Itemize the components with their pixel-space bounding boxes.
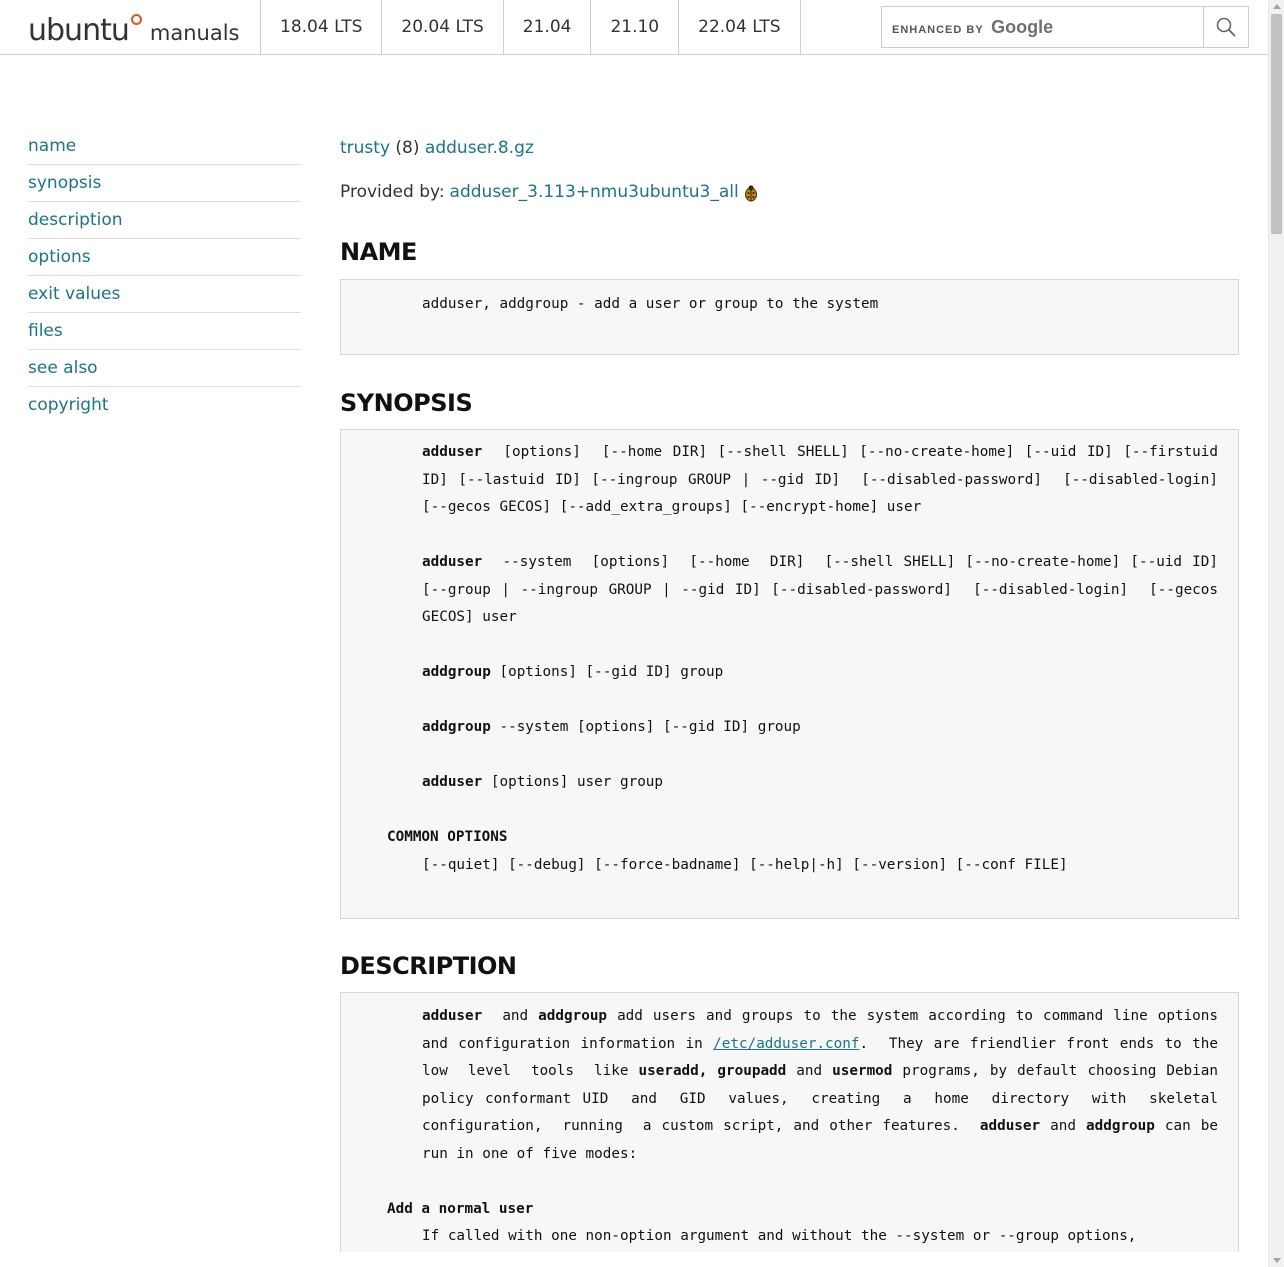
breadcrumb-section: (8) <box>395 138 420 158</box>
scroll-up-arrow-icon[interactable] <box>1273 4 1281 9</box>
search-brand-prefix: ENHANCED BY <box>892 24 984 36</box>
description-fragment: add users and groups to the system according to command line options and configuration information in <box>422 1008 1218 1052</box>
command-args: [options] [--gid ID] group <box>490 664 724 680</box>
command-name: addgroup <box>538 1008 608 1024</box>
command-name: addgroup <box>422 664 491 680</box>
adduser-conf-link[interactable]: /etc/adduser.conf <box>713 1035 860 1052</box>
synopsis-heading: SYNOPSIS <box>340 389 473 417</box>
breadcrumb <box>340 138 1239 158</box>
breadcrumb-release-link[interactable]: trusty <box>340 138 391 158</box>
google-logo: Google <box>991 17 1054 37</box>
synopsis-line <box>341 439 1238 522</box>
version-link-18-04[interactable]: 18.04 LTS <box>260 0 381 54</box>
name-heading: NAME <box>340 238 417 266</box>
version-link-20-04[interactable]: 20.04 LTS <box>381 0 502 54</box>
manpage-content <box>340 128 1239 1252</box>
command-args: --system [options] [--home DIR] [--shell SHELL] [--no-create-home] [--uid ID] [--group | --ingroup GROUP | --gid ID] [--disabled-password] [--disabled-login] [--gecos GECOS] user <box>422 554 1227 625</box>
provided-by <box>340 182 1239 202</box>
search-button[interactable] <box>1203 7 1248 47</box>
command-name: adduser <box>422 774 483 790</box>
description-fragment: . They are friendlier front ends to the low level tools like <box>422 1035 1227 1079</box>
tool-name: usermod <box>832 1063 893 1079</box>
description-fragment: and <box>1040 1118 1087 1134</box>
synopsis-box <box>340 429 1239 919</box>
description-fragment: and <box>786 1063 833 1079</box>
ubuntu-manuals-logo[interactable] <box>28 8 239 48</box>
sidebar-item-options[interactable]: options <box>28 239 301 276</box>
search-icon <box>1216 17 1236 37</box>
synopsis-line <box>341 714 1238 742</box>
section-sidebar <box>28 128 301 424</box>
page-scrollbar[interactable] <box>1268 0 1284 1267</box>
scrollbar-thumb[interactable] <box>1271 14 1282 234</box>
sidebar-item-see-also[interactable]: see also <box>28 350 301 387</box>
bug-report-icon[interactable] <box>743 184 757 200</box>
sidebar-item-copyright[interactable]: copyright <box>28 395 109 415</box>
version-link-22-04[interactable]: 22.04 LTS <box>678 0 800 54</box>
command-name: adduser <box>422 554 483 570</box>
sidebar-item-files[interactable]: files <box>28 313 301 350</box>
common-options-text: [--quiet] [--debug] [--force-badname] [--help|-h] [--version] [--conf FILE] <box>422 856 1068 873</box>
version-link-21-10[interactable]: 21.10 <box>590 0 678 54</box>
scroll-down-arrow-icon[interactable] <box>1273 1258 1281 1263</box>
synopsis-line <box>341 659 1238 687</box>
synopsis-line <box>341 769 1238 797</box>
sidebar-item-description[interactable]: description <box>28 202 301 239</box>
description-heading: DESCRIPTION <box>340 952 517 980</box>
sidebar-item-name[interactable]: name <box>28 128 301 165</box>
command-args: [options] [--home DIR] [--shell SHELL] [--no-create-home] [--uid ID] [--firstuid ID] [--lastuid ID] [--ingroup GROUP | --gid ID] [--disabled-password] [--disabled-login] [--gecos GECOS] [--add_extra_groups] [--encrypt-home] user <box>422 444 1227 515</box>
description-fragment: and <box>482 1008 539 1024</box>
command-name: adduser <box>979 1118 1041 1134</box>
tool-name: useradd, groupadd <box>638 1063 787 1079</box>
mode-text: If called with one non-option argument and without the --system or --group options, <box>422 1228 1137 1244</box>
common-options-heading: COMMON OPTIONS <box>387 829 508 845</box>
command-args: [options] user group <box>482 774 664 790</box>
synopsis-line <box>341 549 1238 632</box>
provided-by-label: Provided by: <box>340 182 445 202</box>
command-name: adduser <box>422 1008 483 1024</box>
search-box <box>881 6 1249 48</box>
name-text: adduser, addgroup - add a user or group to the system <box>422 296 879 312</box>
breadcrumb-file-link[interactable]: adduser.8.gz <box>424 138 534 158</box>
description-text <box>341 1003 1238 1168</box>
sidebar-item-exit-values[interactable]: exit values <box>28 276 301 313</box>
ubuntu-circle-icon <box>131 14 142 25</box>
command-name: addgroup <box>422 719 491 735</box>
search-input[interactable] <box>882 7 1203 47</box>
command-name: addgroup <box>1086 1118 1155 1134</box>
description-box <box>340 992 1239 1252</box>
name-box <box>340 279 1239 355</box>
site-header <box>0 0 1268 55</box>
description-fragment: programs, by default choosing Debian policy conformant UID and GID values, creating a home directory with skeletal configuration, running a custom script, and other features. <box>422 1063 1227 1134</box>
logo-word: ubuntu <box>28 13 129 48</box>
version-nav <box>260 0 801 54</box>
command-args: --system [options] [--gid ID] group <box>490 719 801 735</box>
logo-suffix: manuals <box>149 21 240 45</box>
version-link-21-04[interactable]: 21.04 <box>503 0 591 54</box>
package-link[interactable]: adduser_3.113+nmu3ubuntu3_all <box>449 182 739 202</box>
description-fragment: can be run in one of five modes: <box>422 1118 1218 1162</box>
sidebar-item-synopsis[interactable]: synopsis <box>28 165 301 202</box>
mode-heading: Add a normal user <box>387 1200 534 1217</box>
command-name: adduser <box>422 444 483 460</box>
